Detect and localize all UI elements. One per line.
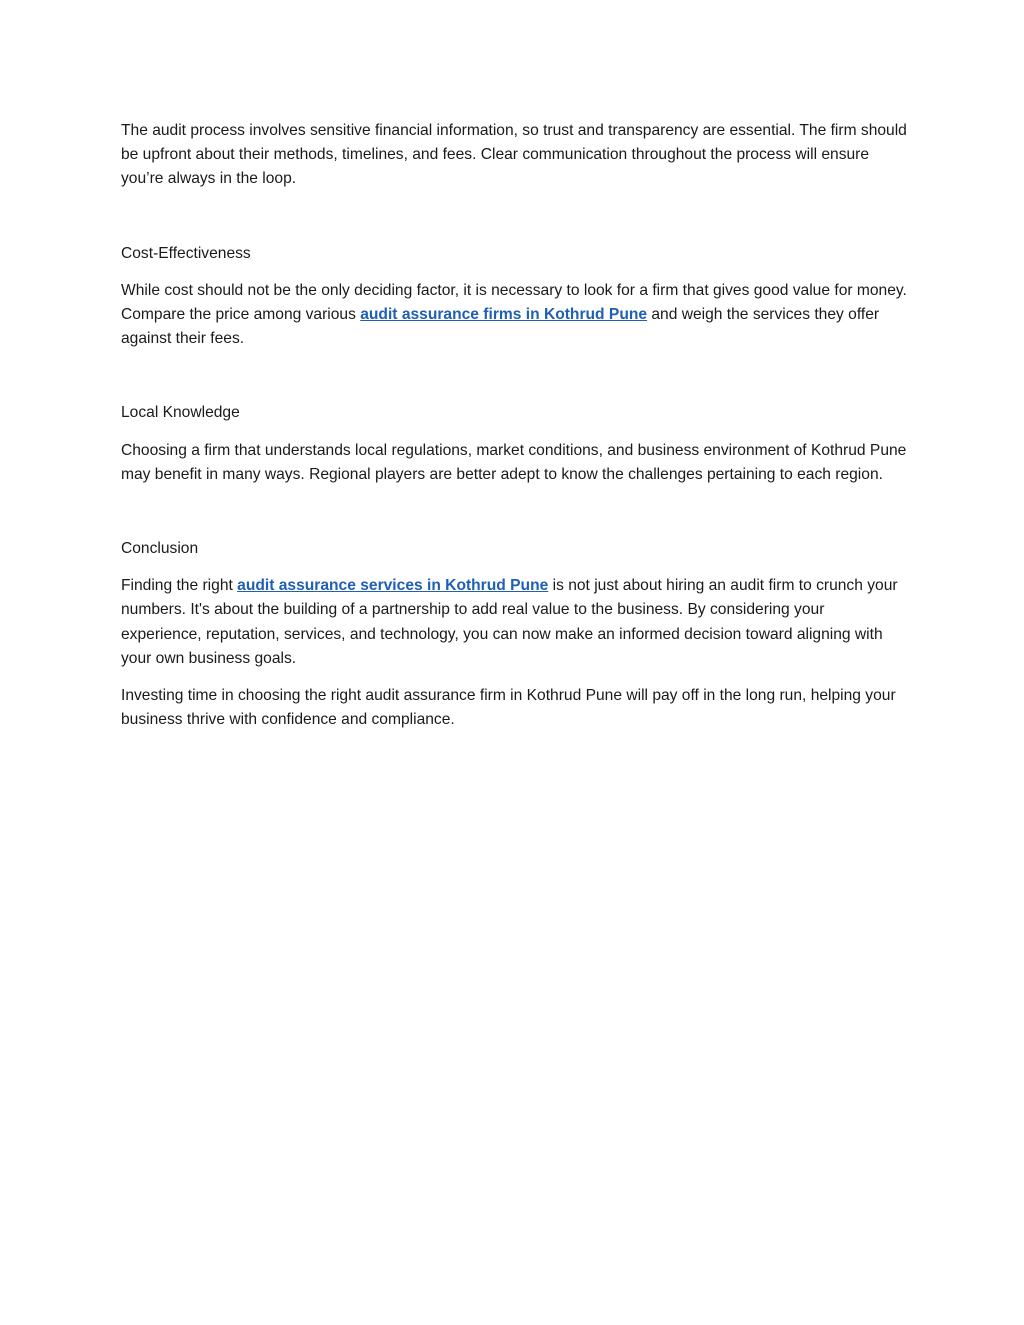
audit-assurance-firms-link[interactable]: audit assurance firms in Kothrud Pune bbox=[360, 306, 648, 324]
conclusion-text-before: Finding the right bbox=[121, 577, 238, 595]
audit-assurance-services-link[interactable]: audit assurance services in Kothrud Pune bbox=[237, 577, 549, 595]
local-knowledge-heading: Local Knowledge bbox=[121, 404, 240, 422]
document-page bbox=[121, 119, 907, 745]
cost-text-after: and weigh the services they offer against their fees. bbox=[121, 306, 880, 348]
closing-paragraph: Investing time in choosing the right audit assurance firm in Kothrud Pune will pay off in the long run, helping your business thrive with confidence and compliance. bbox=[121, 687, 896, 729]
cost-effectiveness-heading: Cost-Effectiveness bbox=[121, 244, 251, 262]
cost-effectiveness-paragraph bbox=[121, 279, 907, 352]
cost-text-before: While cost should not be the only deciding factor, it is necessary to look for a firm that gives good value for money. Compare the price among various bbox=[121, 281, 907, 324]
conclusion-text-after: is not just about hiring an audit firm to crunch your numbers. It's about the building of a partnership to add real value to the business. By considering your experience, reputation, services, and technology, you can now make an informed decision toward aligning with your own business goals. bbox=[121, 577, 898, 667]
conclusion-paragraph bbox=[121, 574, 907, 671]
local-knowledge-paragraph: Choosing a firm that understands local regulations, market conditions, and business environment of Kothrud Pune may benefit in many ways. Regional players are better adept to know the challenges pertaining to each region. bbox=[121, 441, 907, 483]
conclusion-heading: Conclusion bbox=[121, 540, 199, 558]
intro-paragraph: The audit process involves sensitive financial information, so trust and transparency are essential. The firm should be upfront about their methods, timelines, and fees. Clear communication throughout the process will ensure you’re always in the loop. bbox=[121, 122, 907, 188]
